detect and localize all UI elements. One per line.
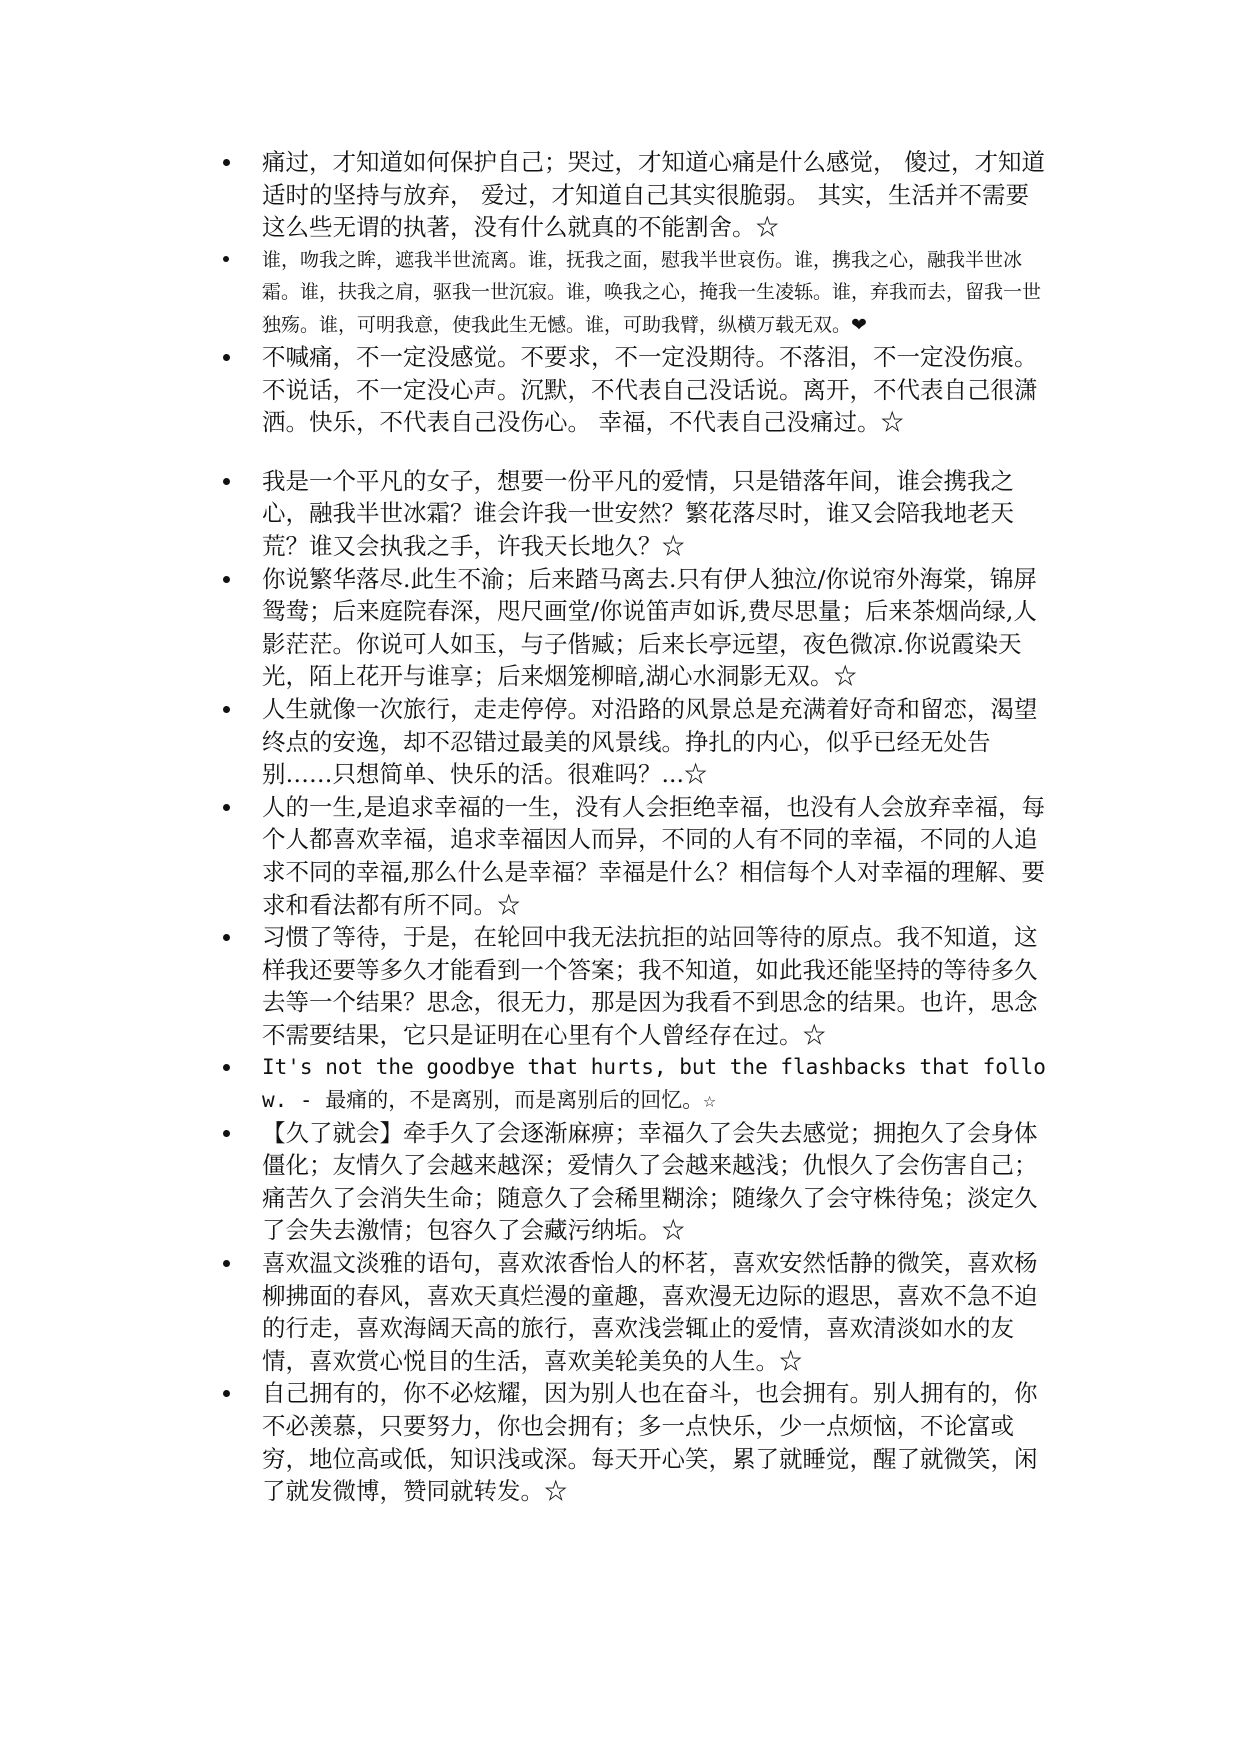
bullet-icon	[223, 804, 230, 811]
list-item	[0, 341, 1050, 439]
list-item	[0, 1377, 1050, 1507]
bullet-icon	[223, 478, 230, 485]
list-item	[0, 465, 1050, 563]
list-item-text: 习惯了等待，于是，在轮回中我无法抗拒的站回等待的原点。我不知道，这样我还要等多久才能看到一个答案；我不知道，如此我还能坚持的等待多久去等一个结果？思念，很无力，那是因为我看不到思念的结果。也许，思念不需要结果，它只是证明在心里有个人曾经存在过。☆	[262, 923, 1038, 1049]
list-item-text: 我是一个平凡的女子，想要一份平凡的爱情，只是错落年间，谁会携我之心，融我半世冰霜？谁会许我一世安然？繁花落尽时，谁又会陪我地老天荒？谁又会执我之手，许我天长地久？☆	[262, 466, 1014, 560]
bullet-icon	[223, 706, 230, 713]
list-item-text: 自己拥有的，你不必炫耀，因为别人也在奋斗，也会拥有。别人拥有的，你不必羡慕，只要努力，你也会拥有；多一点快乐，少一点烦恼，不论富或穷，地位高或低，知识浅或深。每天开心笑，累了就睡觉，醒了就微笑，闲了就发微博，赞同就转发。☆	[262, 1379, 1038, 1506]
bullet-icon	[223, 256, 229, 262]
bullet-icon	[223, 354, 230, 361]
list-item-text: 痛过，才知道如何保护自己；哭过，才知道心痛是什么感觉， 傻过，才知道适时的坚持与放弃， 爱过，才知道自己其实很脆弱。 其实，生活并不需要这么些无谓的执著，没有什么就真的不能割舍。☆	[262, 148, 1045, 242]
list-item-text: It's not the goodbye that hurts, but the flashbacks that follow. - 最痛的，不是离别，而是离别后的回忆。☆	[262, 1055, 1046, 1113]
list-item	[0, 791, 1050, 921]
bullet-icon	[223, 934, 230, 941]
list-item-text: 【久了就会】牵手久了会逐渐麻痹；幸福久了会失去感觉；拥抱久了会身体僵化；友情久了会越来越深；爱情久了会越来越浅；仇恨久了会伤害自己；痛苦久了会消失生命；随意久了会稀里糊涂；随缘久了会守株待兔；淡定久了会失去激情；包容久了会藏污纳垢。☆	[262, 1118, 1038, 1245]
bullet-icon	[223, 1064, 230, 1071]
bullet-icon	[223, 1260, 230, 1267]
list-item	[0, 1051, 1050, 1116]
list-item	[0, 1247, 1050, 1377]
bullet-icon	[223, 159, 230, 166]
bullet-icon	[223, 1390, 230, 1397]
bullet-icon	[223, 576, 230, 583]
list-item	[0, 693, 1050, 791]
bullet-icon	[223, 1130, 230, 1137]
bullet-list	[0, 146, 1241, 1508]
list-item	[0, 563, 1050, 693]
list-item	[0, 146, 1050, 244]
list-item-text: 谁，吻我之眸，遮我半世流离。谁，抚我之面，慰我半世哀伤。谁，携我之心，融我半世冰霜。谁，扶我之肩，驱我一世沉寂。谁，唤我之心，掩我一生凌轹。谁，弃我而去，留我一世独殇。谁，可明我意，使我此生无憾。谁，可助我臂，纵横万载无双。❤	[262, 248, 1042, 336]
list-item	[0, 1117, 1050, 1247]
list-item-text: 人生就像一次旅行，走走停停。对沿路的风景总是充满着好奇和留恋，渴望终点的安逸，却不忍错过最美的风景线。挣扎的内心，似乎已经无处告别……只想简单、快乐的活。很难吗？...☆	[262, 694, 1038, 789]
list-item-text: 喜欢温文淡雅的语句，喜欢浓香怡人的杯茗，喜欢安然恬静的微笑，喜欢杨柳拂面的春风，喜欢天真烂漫的童趣，喜欢漫无边际的遐思，喜欢不急不迫的行走，喜欢海阔天高的旅行，喜欢浅尝辄止的爱情，喜欢清淡如水的友情，喜欢赏心悦目的生活，喜欢美轮美奂的人生。☆	[262, 1249, 1038, 1375]
list-item-text: 不喊痛，不一定没感觉。不要求，不一定没期待。不落泪，不一定没伤痕。不说话，不一定没心声。沉默，不代表自己没话说。离开，不代表自己很潇洒。快乐，不代表自己没伤心。 幸福，不代表自己没痛过。☆	[262, 343, 1038, 437]
list-item-text: 你说繁华落尽.此生不渝；后来踏马离去.只有伊人独泣/你说帘外海棠，锦屏鸳鸯；后来庭院春深，咫尺画堂/你说笛声如诉,费尽思量；后来茶烟尚绿,人影茫茫。你说可人如玉，与子偕臧；后来长亭远望，夜色微凉.你说霞染天光，陌上花开与谁享；后来烟笼柳暗,湖心水洞影无双。☆	[262, 564, 1037, 691]
list-item	[0, 921, 1050, 1051]
list-item-text: 人的一生,是追求幸福的一生，没有人会拒绝幸福，也没有人会放弃幸福，每个人都喜欢幸福，追求幸福因人而异，不同的人有不同的幸福，不同的人追求不同的幸福,那么什么是幸福？幸福是什么？相信每个人对幸福的理解、要求和看法都有所不同。☆	[262, 792, 1045, 919]
list-item	[0, 244, 1050, 341]
